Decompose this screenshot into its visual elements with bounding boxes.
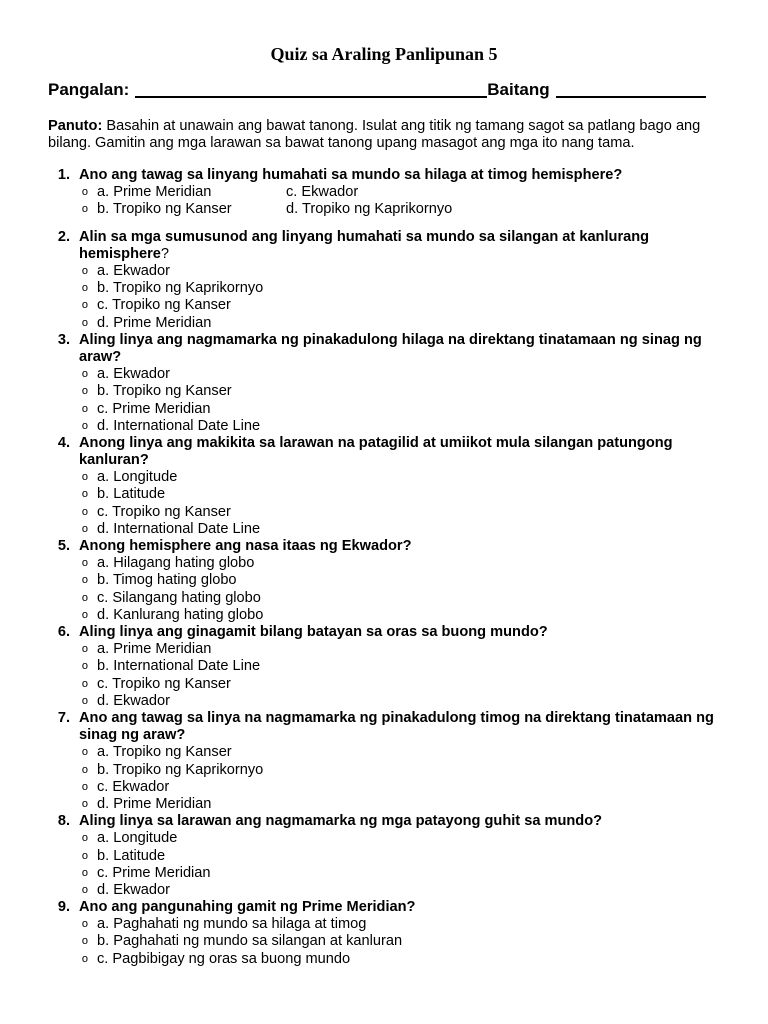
name-blank-line bbox=[135, 82, 487, 98]
option-text: b. Tropiko ng Kaprikornyo bbox=[97, 761, 264, 778]
option-text: d. International Date Line bbox=[97, 417, 261, 434]
question-7 bbox=[48, 710, 728, 813]
question-5 bbox=[48, 538, 728, 624]
question-text-wrap bbox=[79, 167, 728, 184]
answer-option bbox=[48, 469, 728, 486]
question-heading bbox=[48, 435, 728, 469]
option-text: c. Silangang hating globo bbox=[97, 589, 261, 606]
option-text: c. Prime Meridian bbox=[97, 864, 211, 881]
instructions-label: Panuto: bbox=[48, 118, 103, 134]
option-text: b. Latitude bbox=[97, 847, 166, 864]
answer-option bbox=[48, 951, 728, 968]
bullet-icon: o bbox=[81, 608, 88, 621]
answer-option bbox=[48, 607, 728, 624]
bullet-icon: o bbox=[81, 488, 88, 501]
option-text: b. Latitude bbox=[97, 486, 166, 503]
instructions bbox=[48, 118, 728, 152]
answer-options bbox=[48, 469, 728, 538]
question-heading bbox=[48, 710, 728, 744]
question-heading bbox=[48, 899, 728, 916]
answer-option bbox=[48, 796, 728, 813]
answer-option bbox=[48, 590, 728, 607]
question-text-tail: ? bbox=[160, 245, 170, 262]
answer-option bbox=[48, 572, 728, 589]
question-4 bbox=[48, 435, 728, 538]
answer-option bbox=[48, 521, 728, 538]
option-text: c. Tropiko ng Kanser bbox=[97, 503, 231, 520]
bullet-icon: o bbox=[81, 591, 88, 604]
answer-options bbox=[48, 184, 728, 218]
option-text: d. Tropiko ng Kaprikornyo bbox=[286, 201, 453, 218]
answer-option bbox=[48, 366, 728, 383]
bullet-icon: o bbox=[81, 694, 88, 707]
option-text: b. Tropiko ng Kaprikornyo bbox=[97, 280, 264, 297]
name-label: Pangalan: bbox=[48, 80, 130, 99]
answer-option bbox=[48, 184, 286, 201]
answer-option bbox=[48, 201, 286, 218]
bullet-icon: o bbox=[81, 505, 88, 518]
question-text: Aling linya ang ginagamit bilang batayan sa oras sa buong mundo? bbox=[79, 624, 548, 640]
answer-options bbox=[48, 641, 728, 710]
answer-option bbox=[48, 555, 728, 572]
answer-options bbox=[48, 916, 728, 968]
bullet-icon: o bbox=[81, 186, 88, 199]
answer-option bbox=[48, 315, 728, 332]
bullet-icon: o bbox=[81, 918, 88, 931]
answer-option bbox=[48, 744, 728, 761]
answer-option bbox=[48, 418, 728, 435]
option-text: d. Kanlurang hating globo bbox=[97, 606, 264, 623]
question-number: 5. bbox=[57, 538, 70, 555]
answer-options bbox=[48, 366, 728, 435]
option-text: a. Ekwador bbox=[97, 366, 171, 383]
answer-option bbox=[48, 676, 728, 693]
question-number: 7. bbox=[57, 709, 70, 726]
question-text: Ano ang tawag sa linyang humahati sa mundo sa hilaga at timog hemisphere? bbox=[79, 167, 623, 183]
option-text: d. Ekwador bbox=[97, 692, 171, 709]
question-number: 6. bbox=[57, 624, 70, 640]
answer-option bbox=[48, 297, 728, 314]
question-text-wrap bbox=[79, 229, 728, 263]
option-text: b. International Date Line bbox=[97, 658, 261, 675]
question-9 bbox=[48, 899, 728, 968]
question-heading bbox=[48, 624, 728, 641]
answer-option bbox=[48, 263, 728, 280]
question-number: 3. bbox=[57, 331, 70, 348]
answer-options bbox=[48, 263, 728, 332]
answer-option bbox=[48, 383, 728, 400]
question-heading bbox=[48, 813, 728, 830]
option-text: d. Prime Meridian bbox=[97, 795, 212, 812]
question-3 bbox=[48, 332, 728, 435]
question-heading bbox=[48, 538, 728, 555]
question-text-wrap bbox=[79, 538, 728, 555]
answer-options bbox=[48, 555, 728, 624]
question-text: Aling linya ang nagmamarka ng pinakadulong hilaga na direktang tinatamaan ng sinag ng araw? bbox=[79, 331, 702, 365]
option-text: a. Longitude bbox=[97, 830, 178, 847]
page-title: Quiz sa Araling Panlipunan 5 bbox=[270, 44, 498, 64]
option-text: d. Prime Meridian bbox=[97, 314, 212, 331]
question-number: 1. bbox=[57, 167, 70, 183]
question-text-wrap bbox=[79, 435, 728, 469]
grade-blank-line bbox=[556, 82, 706, 98]
bullet-icon: o bbox=[81, 522, 88, 535]
bullet-icon: o bbox=[81, 935, 88, 948]
bullet-icon: o bbox=[81, 402, 88, 415]
bullet-icon: o bbox=[81, 660, 88, 673]
answer-option bbox=[48, 486, 728, 503]
question-2 bbox=[48, 229, 728, 332]
answer-option bbox=[48, 865, 728, 882]
option-text: a. Prime Meridian bbox=[97, 184, 212, 201]
option-text: b. Timog hating globo bbox=[97, 572, 237, 589]
option-text: c. Tropiko ng Kanser bbox=[97, 297, 231, 314]
bullet-icon: o bbox=[81, 866, 88, 879]
option-text: a. Longitude bbox=[97, 469, 178, 486]
bullet-icon: o bbox=[81, 385, 88, 398]
bullet-icon: o bbox=[81, 849, 88, 862]
bullet-icon: o bbox=[81, 282, 88, 295]
answer-option bbox=[48, 693, 728, 710]
question-text-wrap bbox=[79, 710, 728, 744]
answer-option bbox=[48, 641, 728, 658]
bullet-icon: o bbox=[81, 203, 88, 216]
bullet-icon: o bbox=[81, 316, 88, 329]
instructions-text: Basahin at unawain ang bawat tanong. Isulat ang titik ng tamang sagot sa patlang bago ang bilang. Gamitin ang mga larawan sa bawat tanong upang masagot ang mga ito nang tama. bbox=[48, 118, 701, 151]
answer-option bbox=[286, 201, 486, 218]
bullet-icon: o bbox=[81, 471, 88, 484]
answer-option bbox=[48, 762, 728, 779]
question-heading bbox=[48, 229, 728, 263]
question-text: Ano ang pangunahing gamit ng Prime Meridian? bbox=[79, 899, 416, 916]
option-text: c. Ekwador bbox=[97, 778, 170, 795]
student-fields bbox=[48, 80, 706, 100]
answer-option bbox=[48, 830, 728, 847]
bullet-icon: o bbox=[81, 883, 88, 896]
answer-options bbox=[48, 830, 728, 899]
option-text: b. Tropiko ng Kanser bbox=[97, 201, 232, 218]
question-1 bbox=[48, 167, 728, 219]
bullet-icon: o bbox=[81, 780, 88, 793]
option-text: a. Prime Meridian bbox=[97, 641, 212, 658]
bullet-icon: o bbox=[81, 557, 88, 570]
answer-option bbox=[48, 933, 728, 950]
option-text: a. Paghahati ng mundo sa hilaga at timog bbox=[97, 916, 367, 933]
question-text-wrap bbox=[79, 624, 728, 641]
question-text: Ano ang tawag sa linya na nagmamarka ng pinakadulong timog na direktang tinatamaan ng sinag ng araw? bbox=[79, 709, 714, 744]
bullet-icon: o bbox=[81, 746, 88, 759]
answer-option bbox=[48, 916, 728, 933]
option-text: b. Tropiko ng Kanser bbox=[97, 383, 232, 400]
question-text: Anong linya ang makikita sa larawan na patagilid at umiikot mula silangan patungong kanluran? bbox=[79, 434, 673, 469]
bullet-icon: o bbox=[81, 574, 88, 587]
bullet-icon: o bbox=[81, 952, 88, 965]
option-text: c. Prime Meridian bbox=[97, 400, 211, 417]
question-number: 4. bbox=[57, 434, 70, 451]
answer-option bbox=[48, 658, 728, 675]
question-list bbox=[48, 167, 728, 968]
answer-option bbox=[48, 504, 728, 521]
question-heading bbox=[48, 167, 728, 184]
option-text: c. Tropiko ng Kanser bbox=[97, 675, 231, 692]
answer-option bbox=[48, 280, 728, 297]
answer-option bbox=[286, 184, 486, 201]
grade-label: Baitang bbox=[487, 80, 550, 99]
option-text: c. Ekwador bbox=[286, 184, 359, 201]
bullet-icon: o bbox=[81, 264, 88, 277]
option-text: b. Paghahati ng mundo sa silangan at kanluran bbox=[97, 933, 403, 950]
option-text: c. Pagbibigay ng oras sa buong mundo bbox=[97, 950, 351, 967]
answer-option bbox=[48, 882, 728, 899]
bullet-icon: o bbox=[81, 677, 88, 690]
bullet-icon: o bbox=[81, 299, 88, 312]
answer-options bbox=[48, 744, 728, 813]
question-number: 9. bbox=[57, 899, 70, 916]
question-text-wrap bbox=[79, 332, 728, 366]
option-text: a. Hilagang hating globo bbox=[97, 555, 255, 572]
answer-option bbox=[48, 848, 728, 865]
option-text: d. International Date Line bbox=[97, 520, 261, 537]
option-text: a. Ekwador bbox=[97, 262, 171, 279]
question-text-wrap bbox=[79, 813, 728, 830]
bullet-icon: o bbox=[81, 832, 88, 845]
question-8 bbox=[48, 813, 728, 899]
option-text: a. Tropiko ng Kanser bbox=[97, 744, 232, 761]
question-text-wrap bbox=[79, 899, 728, 916]
question-number: 8. bbox=[57, 813, 70, 830]
question-6 bbox=[48, 624, 728, 710]
bullet-icon: o bbox=[81, 368, 88, 381]
option-text: d. Ekwador bbox=[97, 881, 171, 898]
question-text: Anong hemisphere ang nasa itaas ng Ekwador? bbox=[79, 538, 412, 555]
answer-option bbox=[48, 401, 728, 418]
question-text: Alin sa mga sumusunod ang linyang humahati sa mundo sa silangan at kanlurang hemisphere bbox=[79, 228, 650, 262]
question-text: Aling linya sa larawan ang nagmamarka ng mga patayong guhit sa mundo? bbox=[79, 813, 603, 830]
bullet-icon: o bbox=[81, 419, 88, 432]
bullet-icon: o bbox=[81, 643, 88, 656]
question-heading bbox=[48, 332, 728, 366]
bullet-icon: o bbox=[81, 797, 88, 810]
question-number: 2. bbox=[57, 228, 70, 245]
bullet-icon: o bbox=[81, 763, 88, 776]
answer-option bbox=[48, 779, 728, 796]
